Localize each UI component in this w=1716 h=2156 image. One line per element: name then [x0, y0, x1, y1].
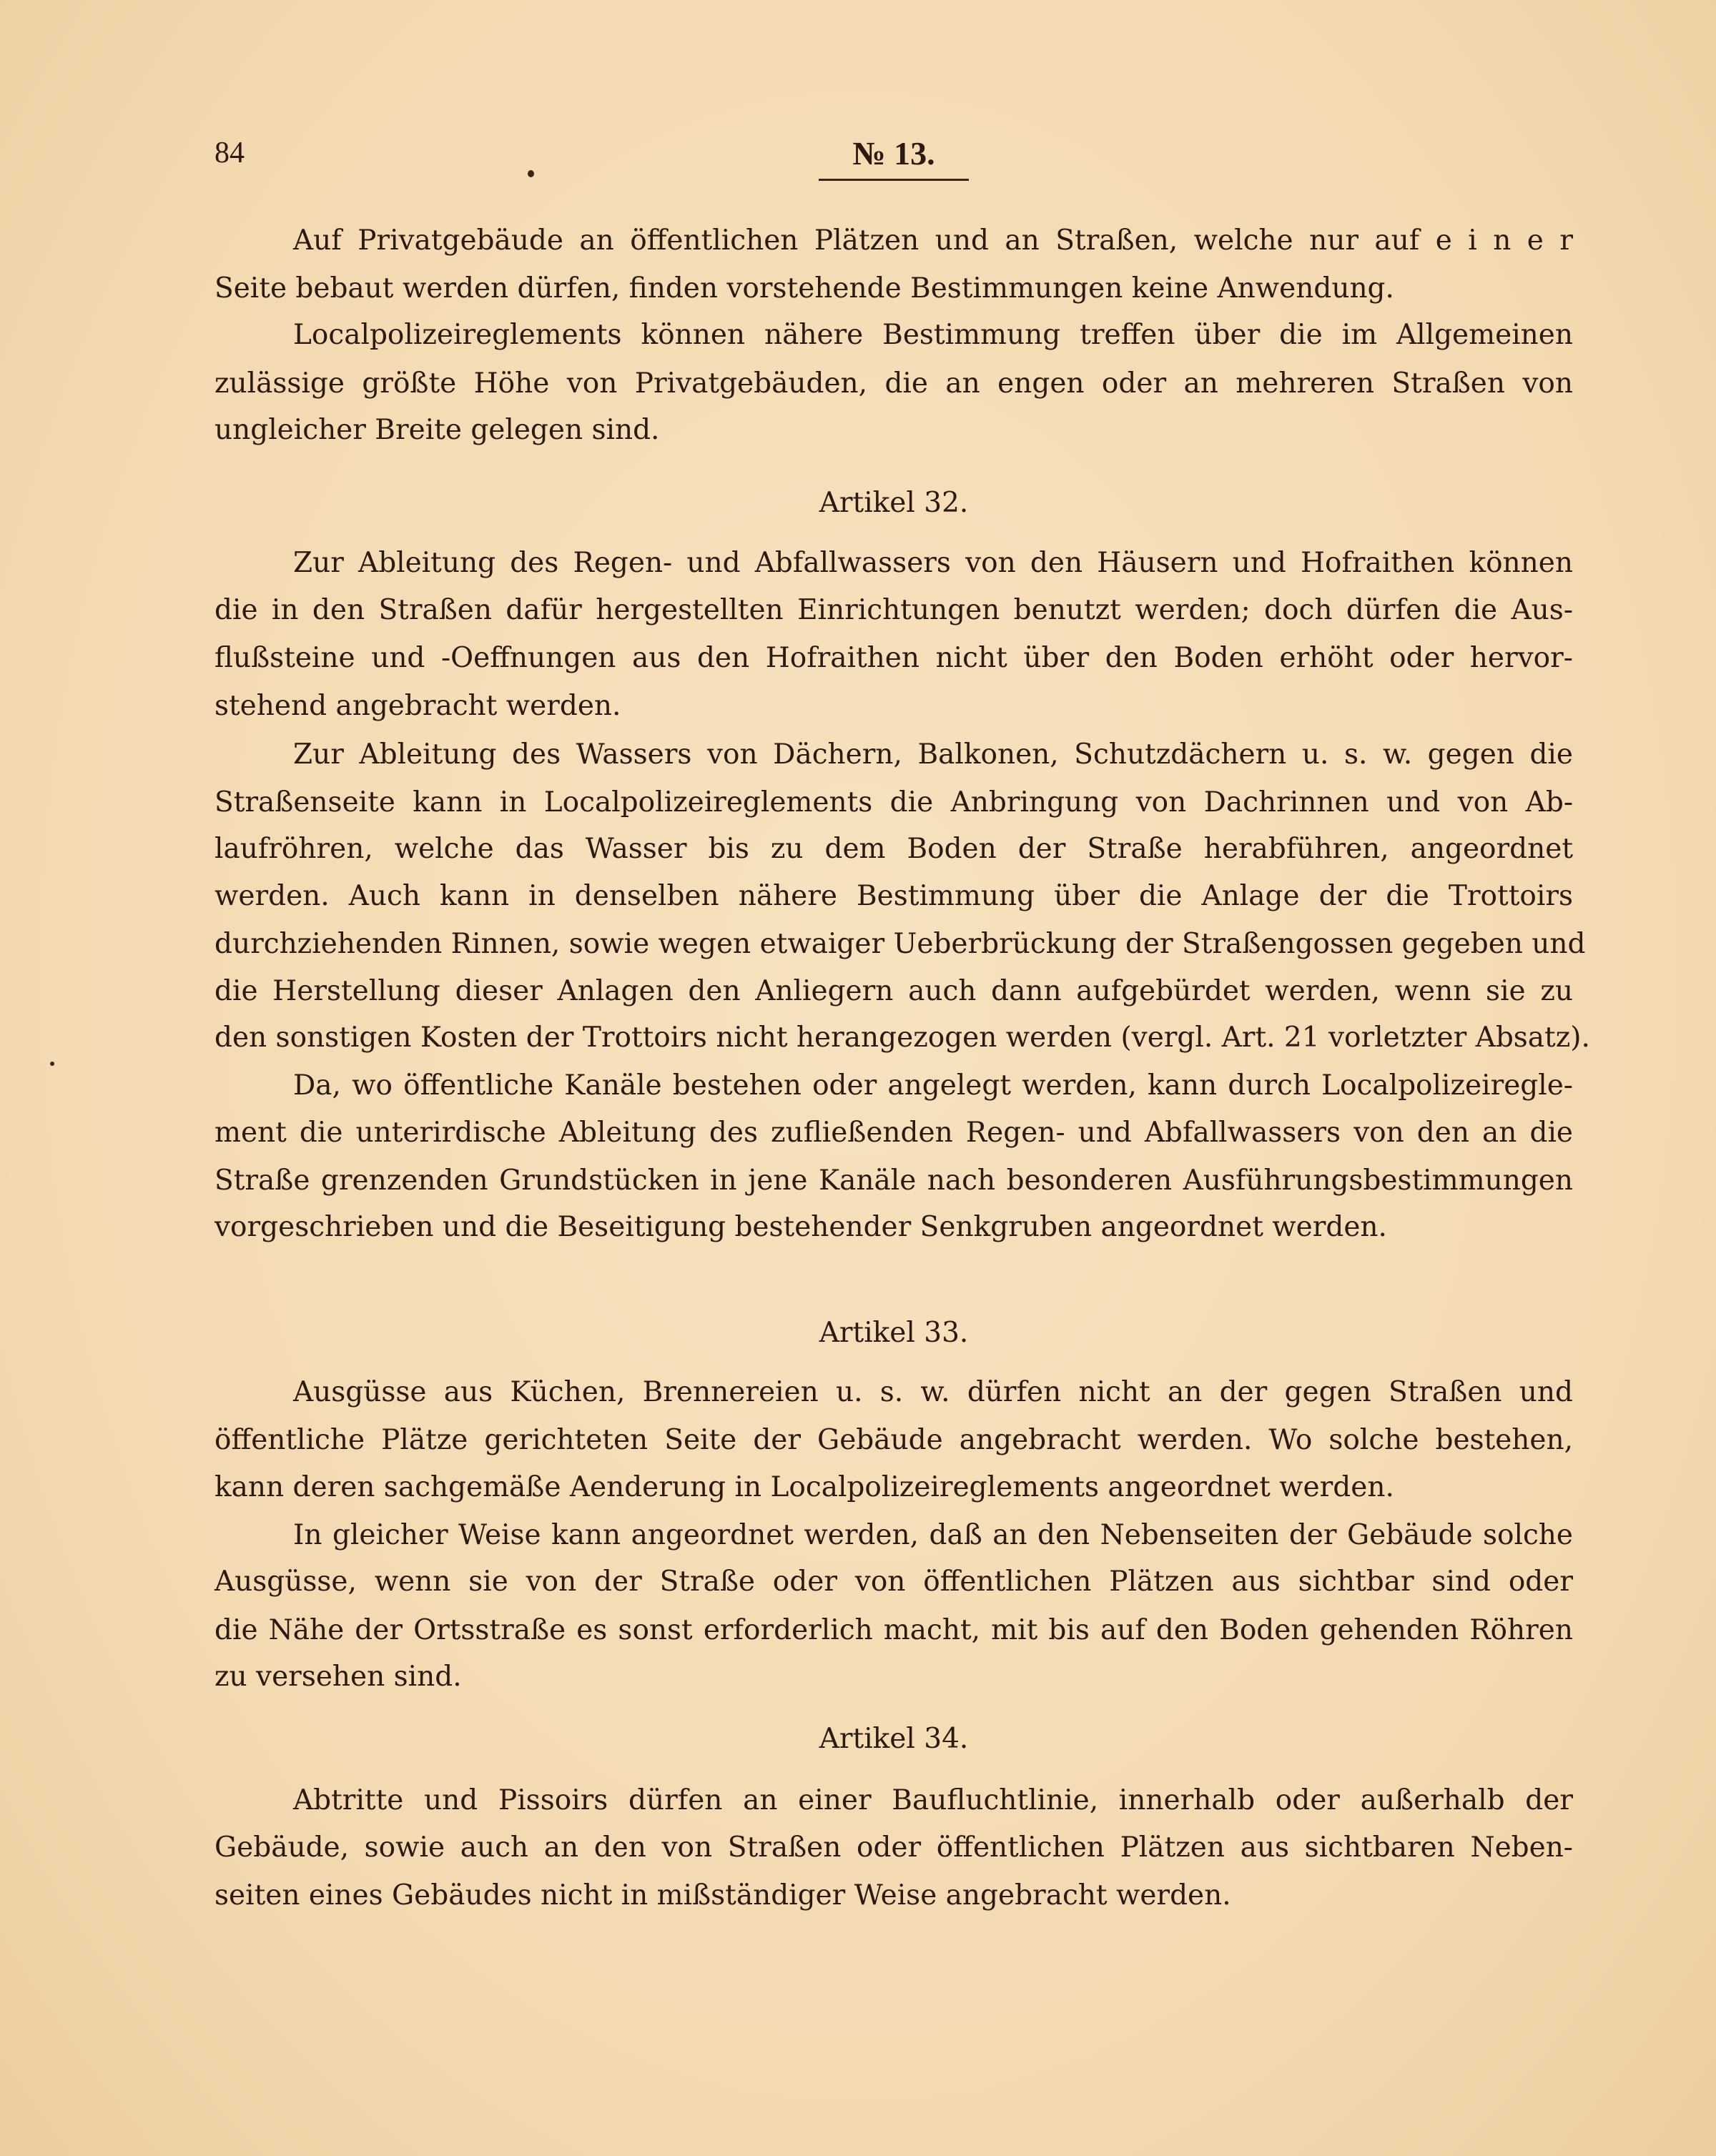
text-line: flußsteine und -Oeffnungen aus den Hofraithen nicht über den Boden erhöht oder hervor- — [214, 642, 1573, 675]
text-line: Da, wo öffentliche Kanäle bestehen oder angelegt werden, kann durch Localpolizeiregle- — [293, 1069, 1573, 1102]
text-line: werden. Auch kann in denselben nähere Bestimmung über die Anlage der die Trottoirs — [214, 879, 1573, 912]
text-line: stehend angebracht werden. — [214, 690, 621, 723]
text-line: zulässige größte Höhe von Privatgebäuden, die an engen oder an mehreren Straßen von — [214, 367, 1573, 400]
ink-speck — [50, 1062, 54, 1066]
text-line: Ausgüsse aus Küchen, Brennereien u. s. w. dürfen nicht an der gegen Straßen und — [293, 1376, 1573, 1409]
text-line: die Nähe der Ortsstraße es sonst erforderlich macht, mit bis auf den Boden gehenden Röhren — [214, 1613, 1573, 1646]
article-heading: Artikel 32. — [819, 486, 969, 519]
text-line: Auf Privatgebäude an öffentlichen Plätzen und an Straßen, welche nur auf e i n e r — [293, 224, 1573, 257]
text-line: laufröhren, welche das Wasser bis zu dem Boden der Straße herabführen, angeordnet — [214, 833, 1573, 866]
text-line: vorgeschrieben und die Beseitigung bestehender Senkgruben angeordnet werden. — [214, 1211, 1387, 1244]
text-line: zu versehen sind. — [214, 1661, 462, 1693]
page-number: 84 — [214, 137, 245, 169]
text-line: Zur Ableitung des Wassers von Dächern, Balkonen, Schutzdächern u. s. w. gegen die — [293, 738, 1573, 771]
article-heading: Artikel 33. — [819, 1317, 969, 1350]
text-line: den sonstigen Kosten der Trottoirs nicht herangezogen werden (vergl. Art. 21 vorletzter Absatz). — [214, 1021, 1590, 1054]
article-heading: Artikel 34. — [819, 1722, 969, 1755]
text-line: Abtritte und Pissoirs dürfen an einer Baufluchtlinie, innerhalb oder außerhalb der — [293, 1784, 1573, 1817]
text-line: die in den Straßen dafür hergestellten Einrichtungen benutzt werden; doch dürfen die Aus- — [214, 593, 1573, 626]
text-line: Localpolizeireglements können nähere Bestimmung treffen über die im Allgemeinen — [293, 319, 1573, 352]
text-line: öffentliche Plätze gerichteten Seite der Gebäude angebracht werden. Wo solche bestehen, — [214, 1424, 1573, 1457]
text-line: Straße grenzenden Grundstücken in jene Kanäle nach besonderen Ausführungsbestimmungen — [214, 1164, 1573, 1197]
text-line: durchziehenden Rinnen, sowie wegen etwaiger Ueberbrückung der Straßengossen gegeben und — [214, 928, 1586, 961]
text-line: Zur Ableitung des Regen- und Abfallwassers von den Häusern und Hofraithen können — [293, 547, 1573, 580]
text-line: Seite bebaut werden dürfen, finden vorstehende Bestimmungen keine Anwendung. — [214, 272, 1394, 305]
ink-speck — [528, 170, 534, 177]
issue-number: № 13. — [852, 135, 935, 172]
text-line: Ausgüsse, wenn sie von der Straße oder von öffentlichen Plätzen aus sichtbar sind oder — [214, 1566, 1573, 1598]
text-line: ungleicher Breite gelegen sind. — [214, 413, 660, 446]
text-line: ment die unterirdische Ableitung des zufließenden Regen- und Abfallwassers von den an die — [214, 1116, 1573, 1149]
text-line: seiten eines Gebäudes nicht in mißständiger Weise angebracht werden. — [214, 1879, 1231, 1912]
text-line: die Herstellung dieser Anlagen den Anliegern auch dann aufgebürdet werden, wenn sie zu — [214, 974, 1573, 1007]
header-underline — [819, 179, 969, 181]
text-line: Straßenseite kann in Localpolizeireglements die Anbringung von Dachrinnen und von Ab- — [214, 786, 1573, 819]
text-line: In gleicher Weise kann angeordnet werden, daß an den Nebenseiten der Gebäude solche — [293, 1519, 1573, 1552]
text-line: kann deren sachgemäße Aenderung in Localpolizeireglements angeordnet werden. — [214, 1470, 1394, 1503]
text-line: Gebäude, sowie auch an den von Straßen oder öffentlichen Plätzen aus sichtbaren Neben- — [214, 1831, 1573, 1864]
